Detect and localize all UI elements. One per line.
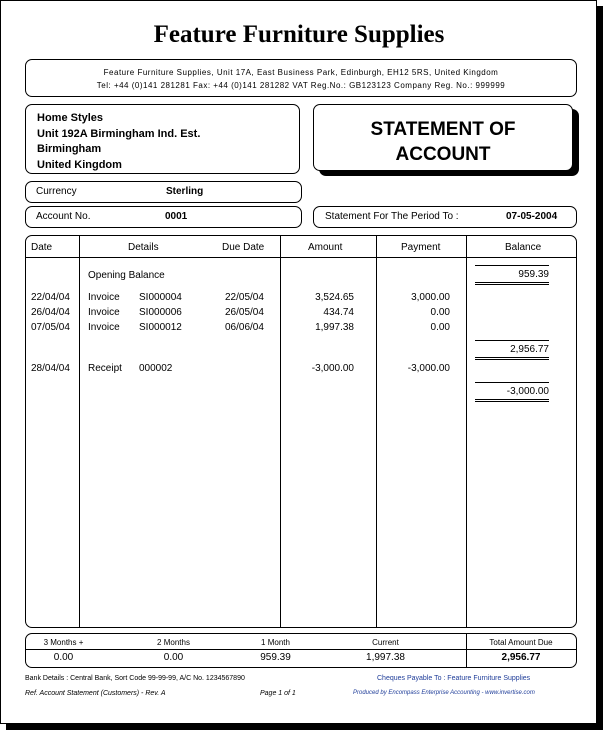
- opening-balance-value: 959.39: [475, 265, 549, 285]
- cheques-payable: Cheques Payable To : Feature Furniture Supplies: [377, 675, 531, 682]
- row-ref: SI000012: [139, 322, 182, 333]
- header-balance: Balance: [505, 242, 542, 253]
- row-due-date: 26/05/04: [225, 307, 264, 318]
- opening-balance-label: Opening Balance: [88, 270, 165, 281]
- aging-value-3m: 0.00: [53, 652, 74, 663]
- customer-address-box: [25, 104, 300, 174]
- page-shadow-right: [596, 6, 603, 728]
- row-due-date: 06/06/04: [225, 322, 264, 333]
- row-ref: SI000006: [139, 307, 182, 318]
- account-number: 0001: [165, 211, 188, 222]
- row-due-date: 22/05/04: [225, 292, 264, 303]
- period-label: Statement For The Period To :: [325, 211, 459, 222]
- header-divider: [26, 257, 576, 258]
- row-amount: 3,524.65: [315, 292, 354, 303]
- row-date: 22/04/04: [31, 292, 70, 303]
- account-box: [25, 206, 302, 228]
- aging-header-1m: 1 Month: [261, 638, 290, 647]
- statement-title-box: [313, 104, 573, 171]
- row-date: 07/05/04: [31, 322, 70, 333]
- row-payment: 0.00: [430, 322, 450, 333]
- company-name: Feature Furniture Supplies: [153, 21, 445, 48]
- aging-value-total: 2,956.77: [501, 652, 541, 663]
- header-date: Date: [31, 242, 53, 253]
- bank-details: Bank Details : Central Bank, Sort Code 99-99-99, A/C No. 1234567890: [25, 675, 245, 682]
- row-ref: 000002: [139, 363, 173, 374]
- subtotal-balance: 2,956.77: [475, 340, 549, 360]
- row-amount: -3,000.00: [311, 363, 354, 374]
- row-type: Invoice: [88, 322, 120, 333]
- currency-label: Currency: [36, 186, 77, 197]
- row-amount: 434.74: [323, 307, 354, 318]
- receipt-balance: -3,000.00: [475, 382, 549, 402]
- company-contact-line: Tel: +44 (0)141 281281 Fax: +44 (0)141 281282 VAT Reg.No.: GB123123 Company Reg. No.: 999999: [96, 81, 506, 90]
- currency-box: [25, 181, 302, 203]
- column-divider: [466, 236, 467, 627]
- company-address-box: [25, 59, 577, 97]
- row-type: Receipt: [88, 363, 122, 374]
- transactions-table: [25, 235, 577, 628]
- produced-by: Produced by Encompass Enterprise Accounting - www.invertise.com: [353, 690, 535, 696]
- header-details: Details: [128, 242, 159, 253]
- page-shadow-bottom: [6, 723, 603, 730]
- page-number: Page 1 of 1: [260, 690, 296, 697]
- aging-value-1m: 959.39: [260, 652, 291, 663]
- row-payment: 0.00: [430, 307, 450, 318]
- statement-title-line: STATEMENT OF: [370, 119, 516, 140]
- customer-line: Birmingham: [37, 143, 102, 155]
- row-date: 28/04/04: [31, 363, 70, 374]
- row-date: 26/04/04: [31, 307, 70, 318]
- aging-summary: [25, 633, 577, 668]
- aging-header-3m: 3 Months +: [43, 638, 84, 647]
- statement-title-line: ACCOUNT: [395, 144, 491, 165]
- row-amount: 1,997.38: [315, 322, 354, 333]
- row-type: Invoice: [88, 307, 120, 318]
- company-address-line: Feature Furniture Supplies, Unit 17A, East Business Park, Edinburgh, EH12 5RS, United Kingdom: [103, 68, 499, 77]
- row-type: Invoice: [88, 292, 120, 303]
- account-label: Account No.: [36, 211, 91, 222]
- aging-header-current: Current: [372, 638, 399, 647]
- period-date: 07-05-2004: [506, 211, 558, 222]
- customer-line: Unit 192A Birmingham Ind. Est.: [37, 127, 201, 140]
- period-box: [313, 206, 577, 228]
- aging-value-2m: 0.00: [163, 652, 184, 663]
- header-due-date: Due Date: [222, 242, 265, 253]
- column-divider: [79, 236, 80, 627]
- row-ref: SI000004: [139, 292, 182, 303]
- aging-value-current: 1,997.38: [366, 652, 405, 663]
- header-payment: Payment: [401, 242, 441, 253]
- aging-header-2m: 2 Months: [157, 638, 190, 647]
- customer-line: United Kingdom: [37, 158, 122, 171]
- summary-divider: [26, 649, 576, 650]
- row-payment: 3,000.00: [411, 292, 450, 303]
- row-payment: -3,000.00: [407, 363, 450, 374]
- customer-line: Home Styles: [37, 112, 104, 124]
- aging-header-total: Total Amount Due: [489, 638, 553, 647]
- document-reference: Ref. Account Statement (Customers) - Rev. A: [25, 690, 166, 697]
- header-amount: Amount: [308, 242, 343, 253]
- currency-value: Sterling: [166, 186, 204, 197]
